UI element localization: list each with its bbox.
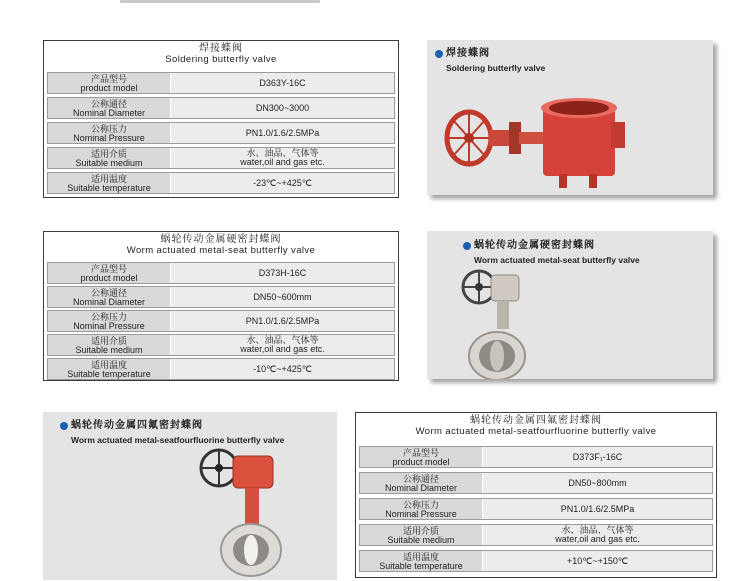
row-label bbox=[48, 335, 171, 355]
row-label bbox=[360, 473, 483, 493]
row-pressure bbox=[47, 310, 395, 332]
row-label bbox=[48, 263, 171, 283]
table-title-en: Worm actuated metal-seat butterfly valve bbox=[126, 245, 316, 256]
row-label bbox=[360, 551, 483, 571]
top-divider bbox=[120, 0, 320, 3]
label-cn: 适用温度 bbox=[402, 552, 439, 562]
label-en: Suitable medium bbox=[75, 345, 143, 355]
label-cn: 公称压力 bbox=[90, 124, 127, 134]
photo-panel-worm-metal-seat-valve bbox=[427, 231, 713, 379]
label-en: Suitable medium bbox=[387, 535, 455, 545]
row-value-model: D373H-16C bbox=[171, 263, 394, 283]
label-cn: 适用介质 bbox=[90, 149, 127, 159]
label-en: Nominal Pressure bbox=[73, 133, 145, 143]
blue-dot-icon bbox=[435, 50, 443, 58]
photo-panel-worm-ptfe-seat-valve bbox=[43, 412, 337, 580]
label-en: product model bbox=[80, 273, 138, 283]
label-en: Suitable temperature bbox=[67, 183, 151, 193]
row-medium bbox=[47, 147, 395, 169]
row-model bbox=[47, 262, 395, 284]
medium-cn: 水、油品、气体等 bbox=[246, 148, 319, 158]
row-value-medium bbox=[171, 335, 394, 355]
spec-table-worm-metal-seat-valve bbox=[43, 231, 399, 381]
photo-title-cn: 蜗轮传动金属四氟密封蝶阀 bbox=[71, 419, 203, 431]
row-label bbox=[48, 173, 171, 193]
row-label bbox=[48, 359, 171, 379]
row-temperature bbox=[47, 358, 395, 380]
spec-table-worm-ptfe-seat-valve bbox=[355, 412, 717, 578]
label-en: product model bbox=[392, 457, 450, 467]
row-value-model: D363Y-16C bbox=[171, 73, 394, 93]
photo-title-cn: 焊接蝶阀 bbox=[446, 47, 490, 59]
medium-en: water,oil and gas etc. bbox=[555, 534, 640, 544]
row-value-model: D373F₁-16C bbox=[483, 447, 712, 467]
row-pressure bbox=[359, 498, 713, 520]
worm-metal-seat-valve-image bbox=[457, 261, 537, 379]
photo-title bbox=[435, 46, 545, 73]
photo-title-en: Worm actuated metal-seat butterfly valve bbox=[474, 255, 640, 265]
label-cn: 适用温度 bbox=[90, 174, 127, 184]
photo-panel-soldering-valve bbox=[427, 40, 713, 195]
row-label bbox=[360, 447, 483, 467]
photo-title bbox=[60, 418, 284, 445]
row-label bbox=[48, 98, 171, 118]
row-pressure bbox=[47, 122, 395, 144]
row-value-diameter: DN300~3000 bbox=[171, 98, 394, 118]
photo-title-en: Worm actuated metal-seatfourfluorine butterfly valve bbox=[71, 435, 285, 445]
label-cn: 公称通径 bbox=[90, 288, 127, 298]
medium-en: water,oil and gas etc. bbox=[240, 157, 325, 167]
table-title-cn: 蜗轮传动金属四氟密封蝶阀 bbox=[470, 415, 602, 426]
table-title-cn: 焊接蝶阀 bbox=[199, 43, 243, 54]
table-title bbox=[44, 232, 398, 256]
table-title-cn: 蜗轮传动金属硬密封蝶阀 bbox=[160, 234, 282, 245]
label-cn: 公称通径 bbox=[402, 474, 439, 484]
table-title-en: Worm actuated metal-seatfourfluorine butterfly valve bbox=[415, 426, 657, 437]
label-en: Suitable temperature bbox=[379, 561, 463, 571]
medium-cn: 水、油品、气体等 bbox=[561, 525, 634, 535]
row-label bbox=[48, 311, 171, 331]
label-cn: 适用温度 bbox=[90, 360, 127, 370]
label-en: product model bbox=[80, 83, 138, 93]
medium-en: water,oil and gas etc. bbox=[240, 344, 325, 354]
worm-ptfe-seat-valve-image bbox=[193, 446, 293, 578]
medium-cn: 水、油品、气体等 bbox=[246, 335, 319, 345]
row-value-temperature: +10℃~+150℃ bbox=[483, 551, 712, 571]
label-cn: 产品型号 bbox=[402, 448, 439, 458]
row-model bbox=[359, 446, 713, 468]
table-title bbox=[44, 41, 398, 65]
photo-title-en: Soldering butterfly valve bbox=[446, 63, 546, 73]
row-label bbox=[48, 73, 171, 93]
row-label bbox=[48, 148, 171, 168]
label-cn: 适用介质 bbox=[402, 526, 439, 536]
label-cn: 产品型号 bbox=[90, 264, 127, 274]
row-diameter bbox=[359, 472, 713, 494]
row-label bbox=[48, 123, 171, 143]
row-label bbox=[360, 525, 483, 545]
label-en: Nominal Diameter bbox=[384, 483, 458, 493]
row-value-medium bbox=[483, 525, 712, 545]
row-value-diameter: DN50~600mm bbox=[171, 287, 394, 307]
row-medium bbox=[359, 524, 713, 546]
row-value-pressure: PN1.0/1.6/2.5MPa bbox=[171, 123, 394, 143]
row-value-temperature: -10℃~+425℃ bbox=[171, 359, 394, 379]
label-en: Nominal Diameter bbox=[72, 297, 146, 307]
blue-dot-icon bbox=[463, 242, 471, 250]
table-title-en: Soldering butterfly valve bbox=[165, 54, 277, 65]
table-title bbox=[356, 413, 716, 437]
label-cn: 公称通径 bbox=[90, 99, 127, 109]
label-en: Nominal Diameter bbox=[72, 108, 146, 118]
row-value-pressure: PN1.0/1.6/2.5MPa bbox=[483, 499, 712, 519]
label-cn: 公称压力 bbox=[402, 500, 439, 510]
row-value-medium bbox=[171, 148, 394, 168]
row-value-diameter: DN50~800mm bbox=[483, 473, 712, 493]
blue-dot-icon bbox=[60, 422, 68, 430]
label-en: Suitable medium bbox=[75, 158, 143, 168]
row-value-temperature: -23℃~+425℃ bbox=[171, 173, 394, 193]
row-medium bbox=[47, 334, 395, 356]
row-label bbox=[360, 499, 483, 519]
row-model bbox=[47, 72, 395, 94]
row-diameter bbox=[47, 286, 395, 308]
row-temperature bbox=[359, 550, 713, 572]
row-diameter bbox=[47, 97, 395, 119]
soldering-valve-image bbox=[439, 92, 639, 192]
label-en: Suitable temperature bbox=[67, 369, 151, 379]
photo-title-cn: 蜗轮传动金属硬密封蝶阀 bbox=[474, 239, 595, 251]
spec-table-soldering-valve bbox=[43, 40, 399, 198]
label-en: Nominal Pressure bbox=[73, 321, 145, 331]
row-label bbox=[48, 287, 171, 307]
label-en: Nominal Pressure bbox=[385, 509, 457, 519]
row-temperature bbox=[47, 172, 395, 194]
label-cn: 适用介质 bbox=[90, 336, 127, 346]
label-cn: 产品型号 bbox=[90, 74, 127, 84]
row-value-pressure: PN1.0/1.6/2.5MPa bbox=[171, 311, 394, 331]
label-cn: 公称压力 bbox=[90, 312, 127, 322]
